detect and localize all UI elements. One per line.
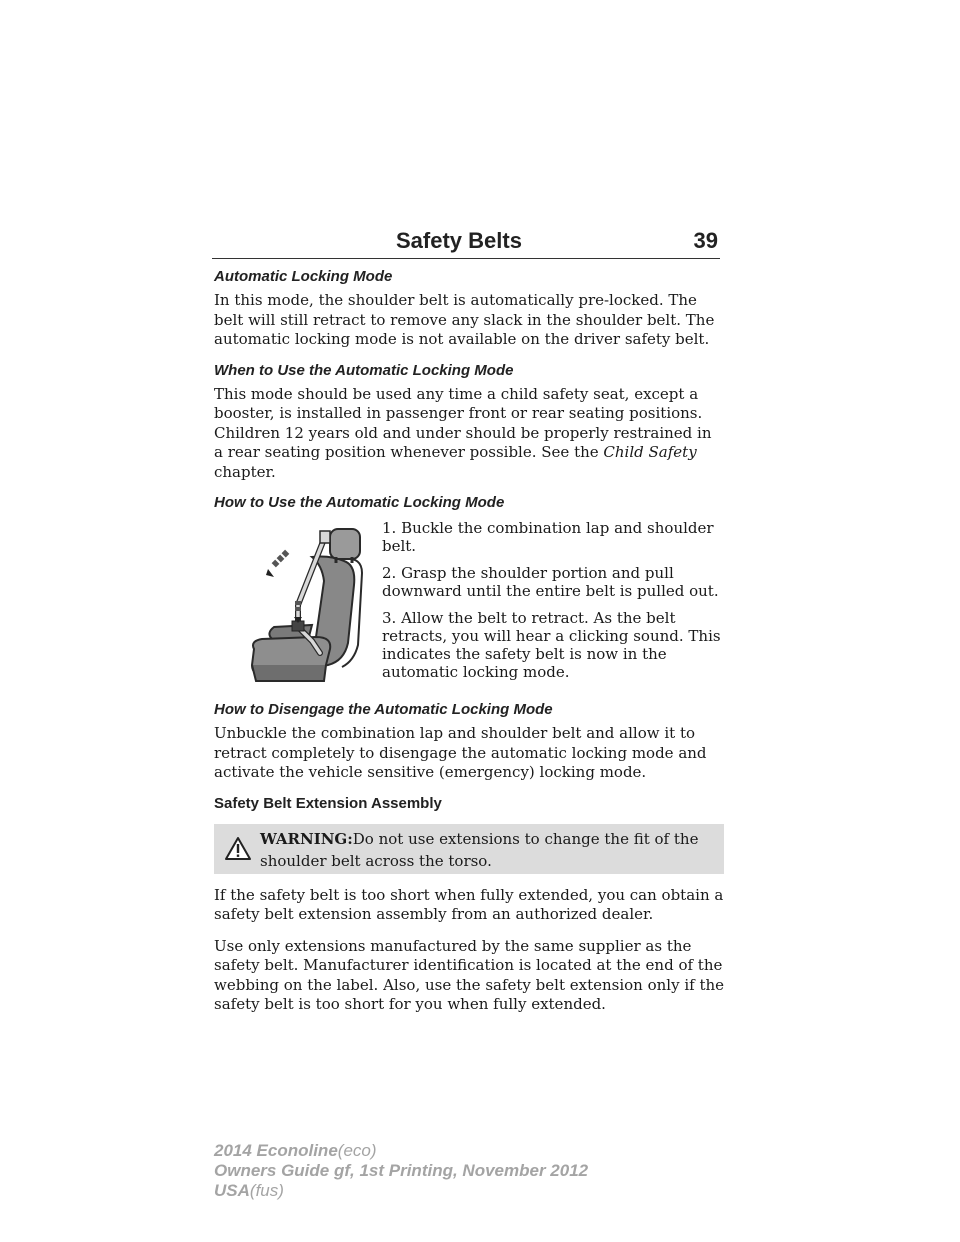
paragraph-how-to-disengage: Unbuckle the combination lap and shoulder belt and allow it to retract completely to disengage the automatic locking mode and activate the vehicle sensitive (emergency) locking mode.: [214, 724, 707, 781]
heading-how-to-disengage: How to Disengage the Automatic Locking Mode: [214, 701, 553, 718]
warning-text-block: [260, 828, 718, 872]
paragraph-when-to-use: [214, 385, 724, 483]
heading-how-to-use: How to Use the Automatic Locking Mode: [214, 494, 505, 511]
footer-guide: Owners Guide gf, 1st Printing, November 2012: [214, 1161, 589, 1180]
warning-triangle-icon: [224, 836, 252, 861]
heading-automatic-locking-mode: Automatic Locking Mode: [214, 268, 393, 285]
step-1: 1. Buckle the combination lap and shoulder belt.: [382, 519, 714, 555]
footer-market-line: [214, 1181, 588, 1201]
paragraph-extension-2: Use only extensions manufactured by the same supplier as the safety belt. Manufacturer identification is located at the end of the webbing on the label. Also, use the safety belt extension only if the safety belt is too short for you when fully extended.: [214, 936, 725, 1013]
step-3: 3. Allow the belt to retract. As the belt retracts, you will hear a clicking sound. This indicates the safety belt is now in the automatic locking mode.: [382, 609, 721, 681]
paragraph-extension-1: If the safety belt is too short when fully extended, you can obtain a safety belt extension assembly from an authorized dealer.: [214, 885, 724, 923]
child-safety-reference[interactable]: Child Safety: [603, 443, 697, 461]
paragraph-automatic-locking-mode: In this mode, the shoulder belt is automatically pre-locked. The belt will still retract to remove any slack in the shoulder belt. The automatic locking mode is not available on the driver safety belt.: [214, 291, 715, 348]
step-2: 2. Grasp the shoulder portion and pull downward until the entire belt is pulled out.: [382, 564, 719, 600]
when-suffix: chapter.: [214, 462, 276, 481]
page-content: [214, 268, 724, 1027]
footer-market-code: (fus): [249, 1181, 284, 1200]
seat-belt-illustration: [240, 521, 370, 686]
footer-model-code: (eco): [337, 1141, 377, 1160]
heading-extension-assembly: Safety Belt Extension Assembly: [214, 794, 442, 812]
warning-text: Do not use extensions to change the fit of the shoulder belt across the torso.: [260, 829, 699, 870]
warning-box: [214, 824, 724, 874]
heading-when-to-use: When to Use the Automatic Locking Mode: [214, 361, 514, 379]
page-footer: [214, 1141, 588, 1201]
when-text: This mode should be used any time a child safety seat, except a booster, is installed in passenger front or rear seating positions. Children 12 years old and under should be properly restrained in a rear seating position whenever possible. See the: [214, 384, 712, 461]
footer-model: 2014 Econoline: [214, 1141, 338, 1160]
footer-market: USA: [214, 1181, 250, 1200]
footer-model-line: [214, 1141, 588, 1161]
steps-block: [214, 517, 724, 691]
page-number: 39: [693, 228, 718, 253]
step-list: [382, 519, 722, 690]
warning-label: WARNING:: [260, 829, 353, 848]
chapter-title: Safety Belts: [396, 228, 522, 253]
page-header: [212, 226, 720, 259]
